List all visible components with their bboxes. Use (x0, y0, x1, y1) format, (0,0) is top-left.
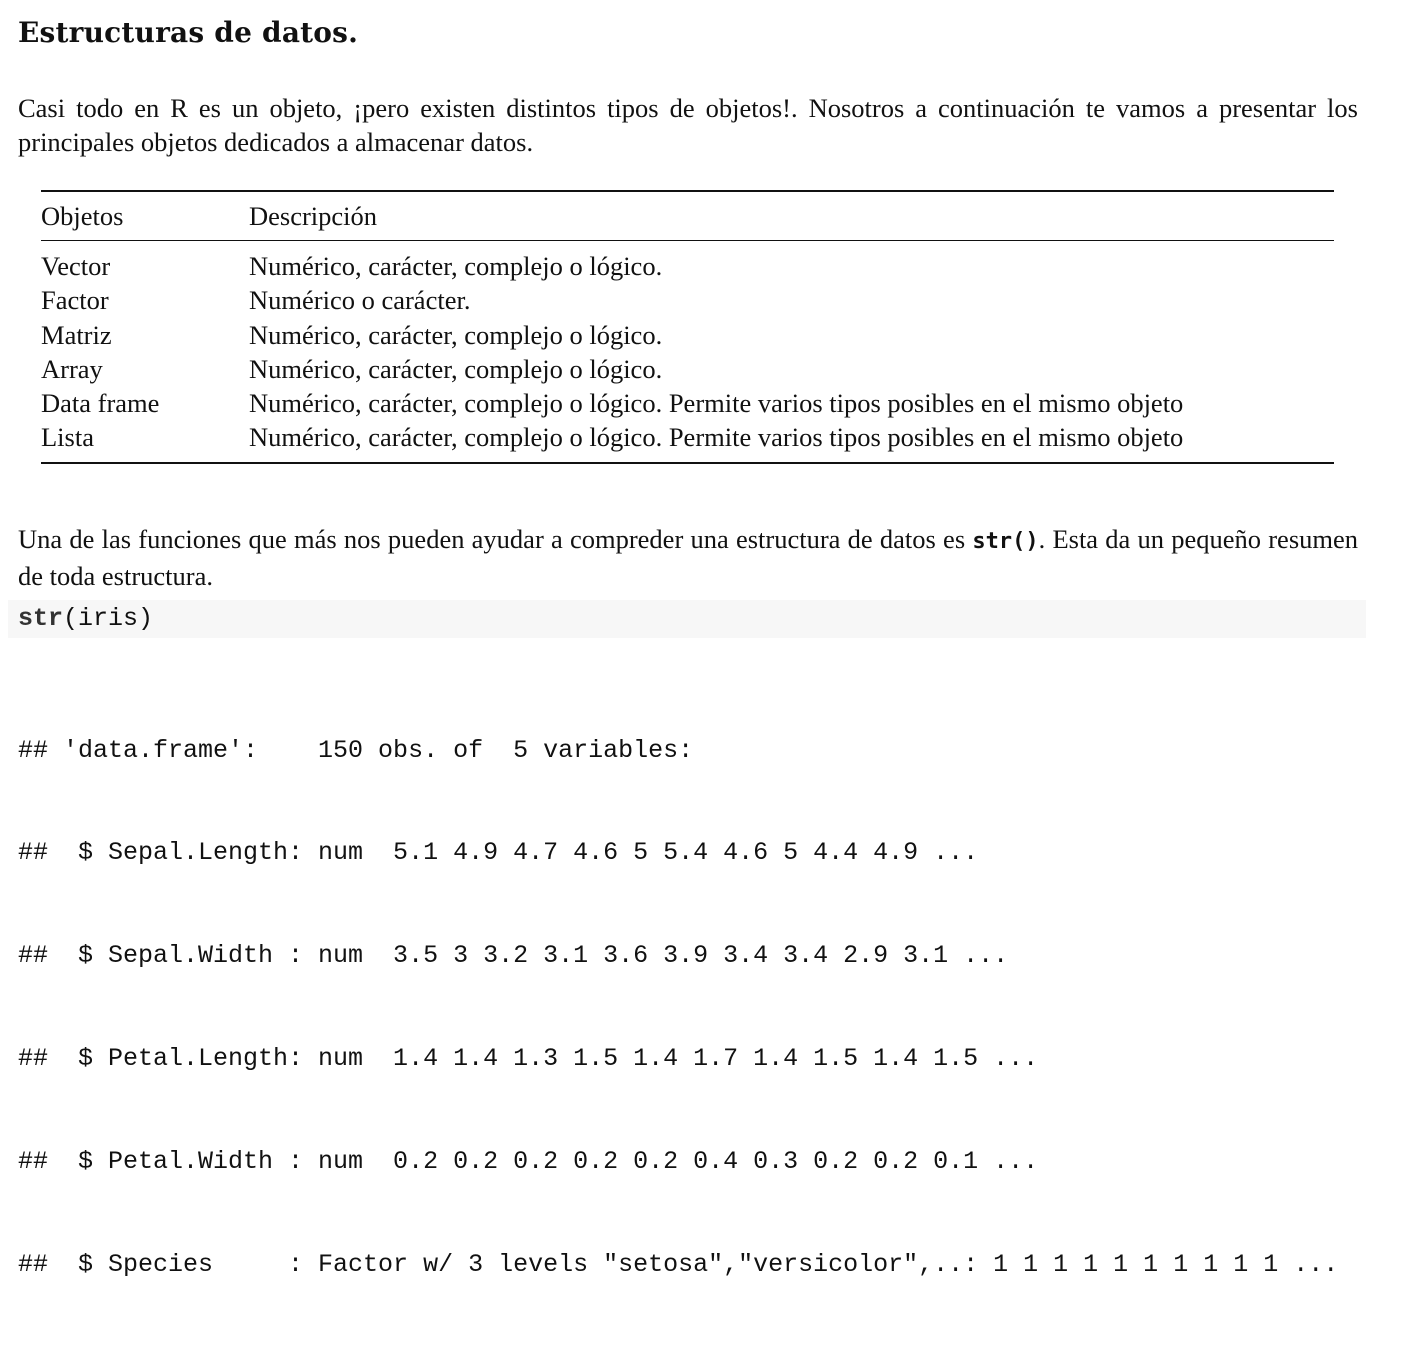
header-descripcion: Descripción (249, 200, 378, 231)
header-objetos: Objetos (41, 200, 124, 231)
str-paragraph (18, 522, 1358, 593)
inline-code-str: str() (972, 529, 1039, 554)
row-object: Vector (41, 251, 111, 281)
output-line: ## $ Petal.Width : num 0.2 0.2 0.2 0.2 0.2 0.4 0.3 0.2 0.2 0.1 ... (18, 1147, 1039, 1177)
row-object: Matriz (41, 319, 112, 350)
table-header-row (41, 192, 1334, 240)
table-row (41, 249, 1334, 283)
output-line: ## $ Sepal.Width : num 3.5 3 3.2 3.1 3.6 3.9 3.4 3.4 2.9 3.1 ... (18, 941, 1009, 971)
row-object: Factor (41, 285, 109, 316)
code-output-block (18, 665, 1338, 1351)
table-row (41, 386, 1334, 420)
table-row (41, 420, 1334, 454)
code-function-name: str (18, 604, 64, 633)
output-line: ## $ Petal.Length: num 1.4 1.4 1.3 1.5 1.4 1.7 1.4 1.5 1.4 1.5 ... (18, 1044, 1039, 1074)
row-description: Numérico o carácter. (249, 285, 471, 316)
row-object: Lista (41, 422, 94, 453)
table-row (41, 283, 1334, 317)
code-function-args: (iris) (63, 604, 154, 633)
objects-table (41, 190, 1334, 464)
row-description: Numérico, carácter, complejo o lógico. Permite varios tipos posibles en el mismo objeto (249, 388, 1184, 419)
table-bottom-rule (41, 462, 1334, 464)
row-description: Numérico, carácter, complejo o lógico. (249, 319, 663, 350)
row-description: Numérico, carácter, complejo o lógico. Permite varios tipos posibles en el mismo objeto (249, 422, 1184, 453)
row-object: Array (41, 353, 103, 384)
section-title: Estructuras de datos. (18, 16, 359, 49)
table-row (41, 352, 1334, 386)
output-line: ## $ Species : Factor w/ 3 levels "setosa","versicolor",..: 1 1 1 1 1 1 1 1 1 1 ... (18, 1250, 1339, 1280)
table-row (41, 318, 1334, 352)
row-description: Numérico, carácter, complejo o lógico. (249, 251, 663, 281)
str-paragraph-text-after: . Esta da un pequeño resumen de toda estructura. (18, 524, 1359, 591)
intro-paragraph: Casi todo en R es un objeto, ¡pero existen distintos tipos de objetos!. Nosotros a continuación te vamos a presentar los principales objetos dedicados a almacenar datos. (18, 93, 1358, 157)
row-object: Data frame (41, 388, 160, 419)
code-input-block (8, 600, 1366, 638)
code-input-line (18, 603, 153, 635)
row-description: Numérico, carácter, complejo o lógico. (249, 353, 663, 384)
table-body (41, 241, 1334, 462)
str-paragraph-text-before: Una de las funciones que más nos pueden ayudar a compreder una estructura de datos es (18, 524, 973, 554)
output-line: ## $ Sepal.Length: num 5.1 4.9 4.7 4.6 5 5.4 4.6 5 4.4 4.9 ... (18, 838, 979, 868)
output-line: ## 'data.frame': 150 obs. of 5 variables: (18, 735, 694, 765)
